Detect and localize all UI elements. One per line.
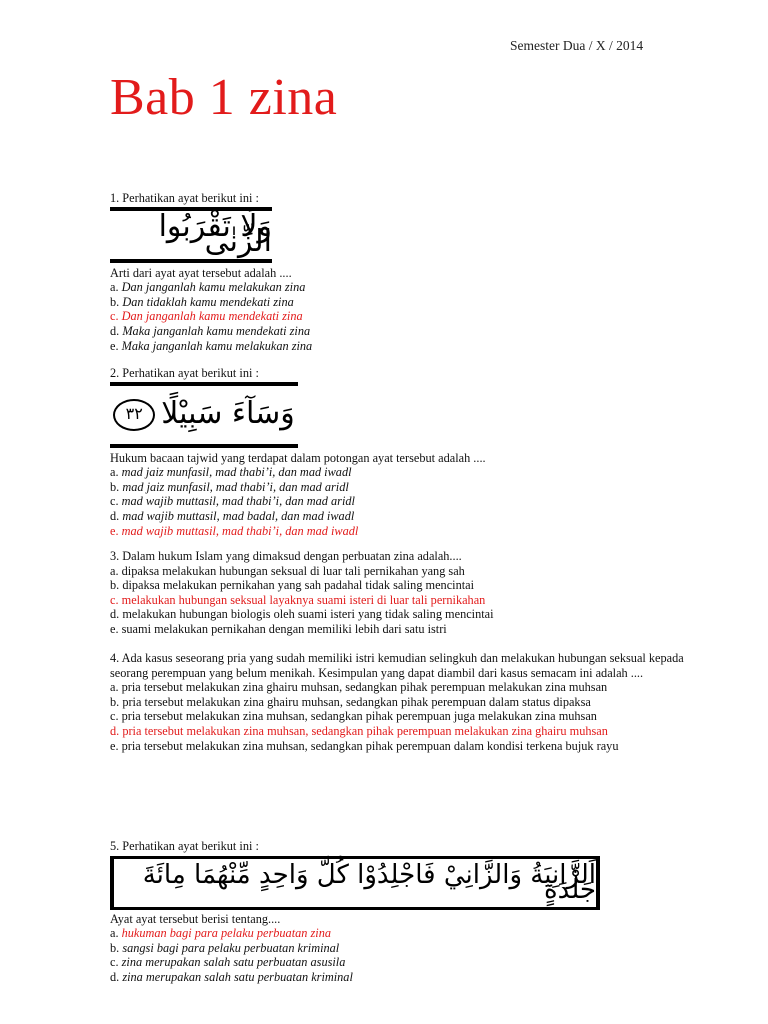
arabic-verse-box: [110, 382, 298, 448]
arabic-verse: اَلزَّانِيَةُ وَالزَّانِيْ فَاجْلِدُوْا كُلَّ وَاحِدٍ مِّنْهُمَا مِائَةَ جَلْدَةٍ: [142, 860, 596, 905]
option-d: [110, 970, 710, 985]
option-text: dipaksa melakukan pernikahan yang sah padahal tidak saling mencintai: [122, 578, 475, 593]
option-text: mad wajib muttasil, mad thabi’i, dan mad aridl: [121, 494, 355, 509]
option-text: mad wajib muttasil, mad badal, dan mad iwadl: [122, 508, 355, 523]
option-letter: a.: [110, 680, 119, 695]
option-text: Dan tidaklah kamu mendekati zina: [122, 294, 294, 309]
option-e: [110, 622, 710, 637]
option-text: Maka janganlah kamu melakukan zina: [121, 338, 313, 353]
arabic-verse: وَسَآءَ سَبِيْلًا: [161, 396, 295, 432]
option-text: zina merupakan salah satu perbuatan asusila: [121, 955, 346, 970]
option-letter: e.: [110, 338, 119, 353]
option-letter: a.: [110, 280, 119, 295]
option-letter: c.: [110, 592, 119, 607]
option-text: Dan janganlah kamu mendekati zina: [121, 309, 303, 324]
option-letter: a.: [110, 926, 119, 941]
option-a-correct: [110, 926, 710, 941]
option-text: melakukan hubungan seksual layaknya suami isteri di luar tali pernikahan: [121, 592, 486, 607]
question-stem: 3. Dalam hukum Islam yang dimaksud dengan perbuatan zina adalah....: [110, 549, 462, 563]
question-5: [110, 839, 710, 985]
question-stem: 1. Perhatikan ayat berikut ini :: [110, 191, 259, 205]
option-text: pria tersebut melakukan zina muhsan, sedangkan pihak perempuan melakukan zina ghairu muhsan: [122, 723, 608, 738]
option-text: Maka janganlah kamu mendekati zina: [122, 323, 311, 338]
option-letter: c.: [110, 309, 119, 324]
option-a: [110, 465, 710, 480]
semester-label: Semester Dua / X / 2014: [510, 38, 644, 53]
option-b: [110, 295, 710, 310]
option-a: [110, 564, 710, 579]
option-letter: c.: [110, 709, 119, 724]
ayah-number-badge: ٣٢: [113, 399, 155, 431]
option-text: dipaksa melakukan hubungan seksual di luar tali pernikahan yang sah: [121, 563, 465, 578]
option-letter: d.: [110, 323, 120, 338]
option-text: mad wajib muttasil, mad thabi’i, dan mad iwadl: [121, 523, 359, 538]
arabic-verse-box: [110, 856, 600, 910]
option-letter: b.: [110, 694, 120, 709]
page-title: Bab 1 zina: [110, 69, 338, 126]
question-prompt: Arti dari ayat ayat tersebut adalah ....: [110, 265, 292, 280]
option-text: hukuman bagi para pelaku perbuatan zina: [121, 926, 331, 941]
option-text: pria tersebut melakukan zina muhsan, sedangkan pihak perempuan dalam kondisi terkena bujuk rayu: [121, 738, 619, 753]
option-c-correct: [110, 593, 710, 608]
question-prompt: Ayat ayat tersebut berisi tentang....: [110, 911, 281, 926]
option-letter: e.: [110, 738, 119, 753]
option-b: [110, 578, 710, 593]
question-3: [110, 549, 710, 637]
option-text: sangsi bagi para pelaku perbuatan kriminal: [122, 940, 340, 955]
question-stem: 5. Perhatikan ayat berikut ini :: [110, 839, 259, 853]
question-prompt: Hukum bacaan tajwid yang terdapat dalam potongan ayat tersebut adalah ....: [110, 450, 486, 465]
option-letter: b.: [110, 294, 120, 309]
option-letter: d.: [110, 508, 120, 523]
question-4: [110, 651, 695, 753]
arabic-verse: وَلَا تَقْرَبُوا الزِّنٰى: [158, 209, 272, 259]
option-b: [110, 941, 710, 956]
option-c: [110, 494, 710, 509]
option-letter: d.: [110, 607, 120, 622]
option-letter: e.: [110, 523, 119, 538]
question-2: [110, 366, 710, 538]
option-e: [110, 739, 695, 754]
option-b: [110, 695, 695, 710]
option-text: suami melakukan pernikahan dengan memiliki lebih dari satu istri: [121, 621, 447, 636]
option-text: mad jaiz munfasil, mad thabi’i, dan mad aridl: [122, 479, 349, 494]
option-d: [110, 607, 710, 622]
option-e: [110, 339, 710, 354]
option-letter: c.: [110, 494, 119, 509]
option-text: pria tersebut melakukan zina ghairu muhsan, sedangkan pihak perempuan dalam status dipaksa: [122, 694, 591, 709]
option-letter: a.: [110, 465, 119, 480]
option-letter: b.: [110, 940, 120, 955]
option-c-correct: [110, 309, 710, 324]
option-letter: d.: [110, 969, 120, 984]
option-text: melakukan hubungan biologis oleh suami isteri yang tidak saling mencintai: [122, 607, 494, 622]
option-letter: a.: [110, 563, 119, 578]
option-text: mad jaiz munfasil, mad thabi’i, dan mad iwadl: [121, 465, 352, 480]
option-text: pria tersebut melakukan zina ghairu muhsan, sedangkan pihak perempuan melakukan zina muhsan: [121, 680, 608, 695]
option-text: pria tersebut melakukan zina muhsan, sedangkan pihak perempuan juga melakukan zina muhsan: [121, 709, 597, 724]
option-e-correct: [110, 524, 710, 539]
option-letter: c.: [110, 955, 119, 970]
option-letter: b.: [110, 578, 120, 593]
question-stem: 4. Ada kasus seseorang pria yang sudah memiliki istri kemudian selingkuh dan melakukan hubungan seksual kepada seorang perempuan yang belum menikah. Kesimpulan yang dapat diambil dari kasus semacam ini adalah ....: [110, 651, 684, 680]
option-letter: b.: [110, 479, 120, 494]
option-letter: d.: [110, 723, 120, 738]
option-text: Dan janganlah kamu melakukan zina: [121, 280, 306, 295]
option-d-correct: [110, 724, 695, 739]
question-stem: 2. Perhatikan ayat berikut ini :: [110, 366, 259, 380]
option-a: [110, 280, 710, 295]
option-a: [110, 680, 695, 695]
option-d: [110, 324, 710, 339]
option-d: [110, 509, 710, 524]
question-1: [110, 191, 710, 353]
option-text: zina merupakan salah satu perbuatan kriminal: [122, 969, 353, 984]
option-b: [110, 480, 710, 495]
option-c: [110, 955, 710, 970]
option-letter: e.: [110, 621, 119, 636]
option-c: [110, 709, 695, 724]
arabic-verse-box: [110, 207, 272, 263]
